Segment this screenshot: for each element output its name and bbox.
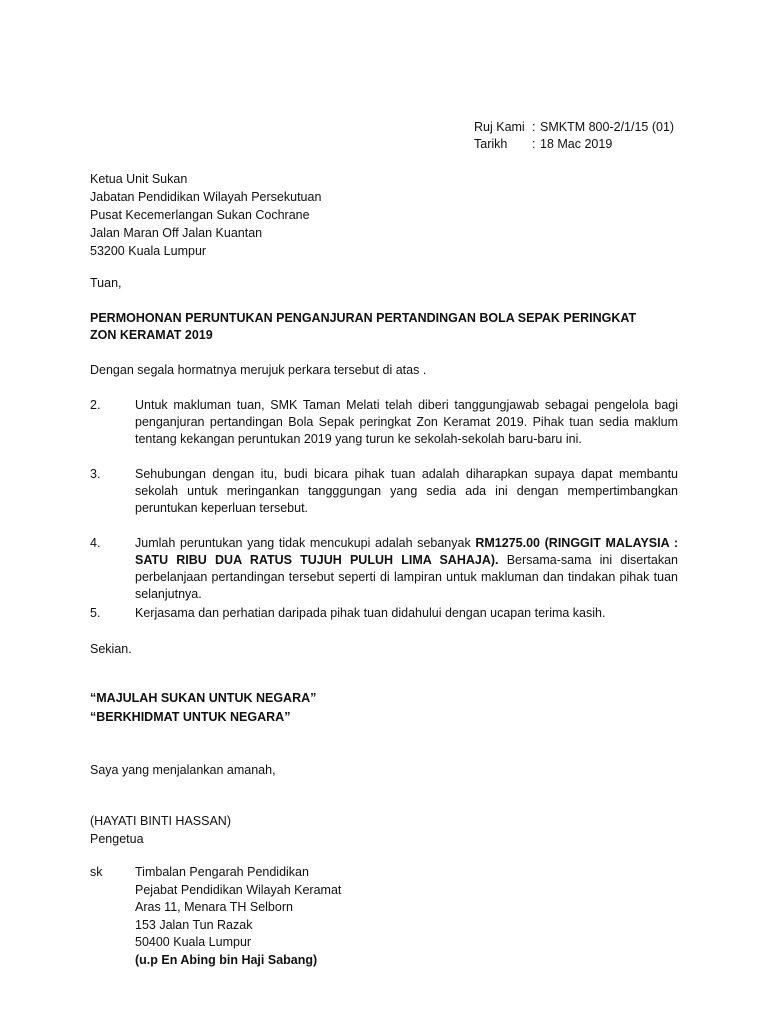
signatory-name: (HAYATI BINTI HASSAN) — [90, 814, 231, 828]
cc-line: Pejabat Pendidikan Wilayah Keramat — [135, 882, 342, 897]
tarikh-colon: : — [532, 137, 536, 151]
paragraph-text — [135, 535, 678, 603]
paragraph-text: Untuk makluman tuan, SMK Taman Melati telah diberi tanggungjawab sebagai pengelola bagi penganjuran pertandingan Bola Sepak peringkat Zon Keramat 2019. Pihak tuan sedia maklum tentang kekangan peruntukan 2019 yang turun ke sekolah-sekolah baru-baru ini. — [135, 398, 678, 446]
subject-heading: PERMOHONAN PERUNTUKAN PENGANJURAN PERTANDINGAN BOLA SEPAK PERINGKAT ZON KERAMAT 2019 — [90, 311, 637, 342]
cc-line: 153 Jalan Tun Razak — [135, 917, 253, 932]
tarikh-label: Tarikh — [474, 137, 508, 151]
paragraph-text-part: Jumlah peruntukan yang tidak mencukupi adalah sebanyak — [135, 536, 476, 550]
recipient-line: 53200 Kuala Lumpur — [90, 244, 207, 258]
closing-line: Sekian. — [90, 642, 132, 656]
paragraph-number: 3. — [90, 467, 101, 481]
signatory-title: Pengetua — [90, 832, 144, 846]
motto-line: “MAJULAH SUKAN UNTUK NEGARA” — [90, 691, 317, 705]
cc-line: Timbalan Pengarah Pendidikan — [135, 865, 309, 879]
motto-line: “BERKHIDMAT UNTUK NEGARA” — [90, 710, 291, 724]
amount-text: RM1275.00 (RINGGIT MALAYSIA : SATU RIBU DUA RATUS TUJUH PULUH LIMA SAHAJA). — [135, 536, 678, 567]
paragraph-number: 5. — [90, 606, 101, 620]
cc-block — [90, 864, 341, 969]
recipient-line: Pusat Kecemerlangan Sukan Cochrane — [90, 208, 310, 222]
paragraph-4 — [90, 535, 678, 603]
recipient-address — [90, 171, 321, 261]
cc-attention: (u.p En Abing bin Haji Sabang) — [135, 952, 318, 967]
cc-line: 50400 Kuala Lumpur — [135, 935, 252, 949]
paragraph-number: 4. — [90, 536, 101, 550]
cc-address — [135, 864, 341, 969]
tarikh-value: 18 Mac 2019 — [540, 137, 613, 151]
reference-block — [474, 119, 674, 153]
paragraph-number: 2. — [90, 398, 101, 412]
paragraph-5 — [90, 605, 678, 622]
paragraph-text-part: Bersama-sama ini disertakan perbelanjaan pertandingan tersebut seperti di lampiran untuk makluman dan tindakan pihak tuan selanjutnya. — [135, 553, 678, 601]
cc-line: Aras 11, Menara TH Selborn — [135, 900, 293, 914]
ruj-colon: : — [532, 120, 536, 134]
ruj-label: Ruj Kami — [474, 120, 525, 134]
paragraph-text: Kerjasama dan perhatian daripada pihak tuan didahului dengan ucapan terima kasih. — [135, 606, 606, 620]
salutation: Tuan, — [90, 276, 122, 290]
recipient-line: Jabatan Pendidikan Wilayah Persekutuan — [90, 190, 322, 204]
ruj-value: SMKTM 800-2/1/15 (01) — [540, 120, 675, 134]
cc-label: sk — [90, 865, 103, 879]
sign-off: Saya yang menjalankan amanah, — [90, 763, 276, 777]
opening-line: Dengan segala hormatnya merujuk perkara tersebut di atas . — [90, 363, 427, 377]
paragraph-text: Sehubungan dengan itu, budi bicara pihak tuan adalah diharapkan supaya dapat membantu sekolah untuk meringankan tangggungan yang sedia ada ini dengan mempertimbangkan peruntukan keperluan tersebut. — [135, 467, 678, 515]
recipient-line: Ketua Unit Sukan — [90, 172, 188, 186]
paragraph-3 — [90, 466, 678, 517]
paragraph-2 — [90, 397, 678, 448]
recipient-line: Jalan Maran Off Jalan Kuantan — [90, 226, 263, 240]
